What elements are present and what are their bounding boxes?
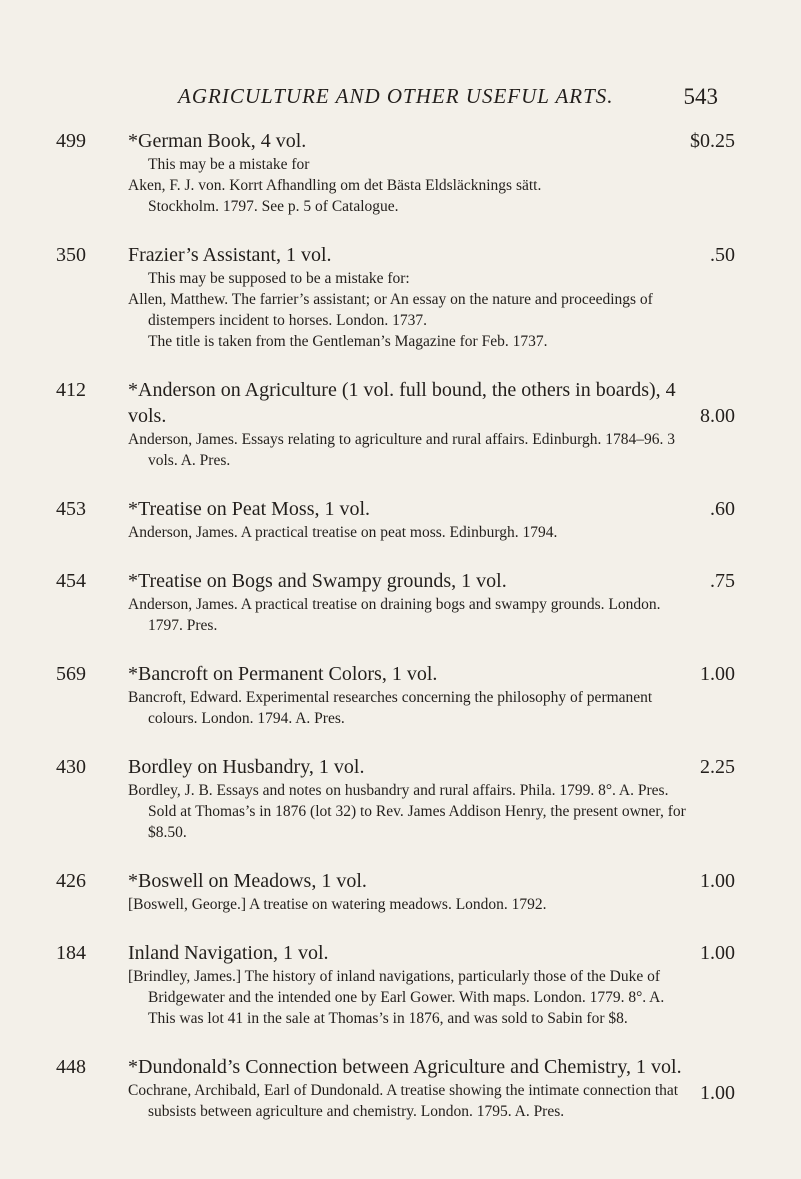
entry-note: Bordley, J. B. Essays and notes on husbandry and rural affairs. Phila. 1799. 8°. A. Pres. xyxy=(128,782,669,799)
entry-number: 350 xyxy=(56,244,86,266)
catalogue-entry xyxy=(0,940,801,1029)
entry-number: 426 xyxy=(56,870,86,892)
catalogue-entry xyxy=(0,1054,801,1122)
entry-note: Cochrane, Archibald, Earl of Dundonald. A treatise showing the intimate connection that subsists between agriculture and chemistry. London. 1795. A. Pres. xyxy=(128,1082,679,1120)
running-head-title: AGRICULTURE AND OTHER USEFUL ARTS. xyxy=(178,84,614,108)
catalogue-entry xyxy=(0,868,801,915)
catalogue-entry xyxy=(0,661,801,729)
entry-headline: Bordley on Husbandry, 1 vol. xyxy=(128,756,365,778)
entry-number: 453 xyxy=(56,498,86,520)
running-head xyxy=(178,84,718,109)
entry-note: The title is taken from the Gentleman’s Magazine for Feb. 1737. xyxy=(148,333,548,350)
entry-price: 1.00 xyxy=(700,942,735,964)
entry-price: 1.00 xyxy=(700,1082,735,1104)
entry-headline: Frazier’s Assistant, 1 vol. xyxy=(128,244,332,266)
entry-headline: *Treatise on Bogs and Swampy grounds, 1 vol. xyxy=(128,570,507,592)
entry-note: [Brindley, James.] The history of inland navigations, particularly those of the Duke of Bridgewater and the intended one by Earl Gower. With maps. London. 1779. 8°. A. xyxy=(128,968,665,1006)
entry-price: .50 xyxy=(710,244,735,266)
entry-note: Stockholm. 1797. See p. 5 of Catalogue. xyxy=(148,198,399,215)
entry-price: 2.25 xyxy=(700,756,735,778)
entry-number: 430 xyxy=(56,756,86,778)
catalogue-entry xyxy=(0,496,801,543)
entry-number: 499 xyxy=(56,130,86,152)
entry-headline: *Anderson on Agriculture (1 vol. full bound, the others in boards), 4 vols. xyxy=(128,379,676,427)
entry-price: .60 xyxy=(710,498,735,520)
entry-price: 1.00 xyxy=(700,663,735,685)
entry-note: This may be a mistake for xyxy=(148,156,310,173)
entry-headline: *German Book, 4 vol. xyxy=(128,130,307,152)
entry-number: 448 xyxy=(56,1056,86,1078)
entry-headline: *Dundonald’s Connection between Agriculture and Chemistry, 1 vol. xyxy=(128,1056,682,1078)
entry-price: 8.00 xyxy=(700,405,735,427)
entry-number: 412 xyxy=(56,379,86,401)
entry-headline: Inland Navigation, 1 vol. xyxy=(128,942,329,964)
entry-note: Anderson, James. A practical treatise on peat moss. Edinburgh. 1794. xyxy=(128,524,558,541)
entry-note: Sold at Thomas’s in 1876 (lot 32) to Rev. James Addison Henry, the present owner, for $8.50. xyxy=(148,803,686,841)
catalogue-entry xyxy=(0,568,801,636)
entry-note: Anderson, James. Essays relating to agriculture and rural affairs. Edinburgh. 1784–96. 3 vols. A. Pres. xyxy=(128,431,675,469)
entry-price: 1.00 xyxy=(700,870,735,892)
page-number: 543 xyxy=(683,84,718,109)
catalogue-entry xyxy=(0,128,801,217)
entry-note: Aken, F. J. von. Korrt Afhandling om det Bästa Eldsläcknings sätt. xyxy=(128,177,542,194)
entry-headline: *Bancroft on Permanent Colors, 1 vol. xyxy=(128,663,438,685)
entry-note: [Boswell, George.] A treatise on watering meadows. London. 1792. xyxy=(128,896,547,913)
entry-price: $0.25 xyxy=(690,130,735,152)
entry-note: This was lot 41 in the sale at Thomas’s in 1876, and was sold to Sabin for $8. xyxy=(148,1010,628,1027)
catalogue-entry xyxy=(0,377,801,471)
entry-note: Anderson, James. A practical treatise on draining bogs and swampy grounds. London. 1797. Pres. xyxy=(128,596,661,634)
catalogue-entry xyxy=(0,242,801,352)
catalogue-entry xyxy=(0,754,801,843)
entry-note: Bancroft, Edward. Experimental researches concerning the philosophy of permanent colours. London. 1794. A. Pres. xyxy=(128,689,653,727)
entry-number: 184 xyxy=(56,942,86,964)
entry-number: 569 xyxy=(56,663,86,685)
entry-note: This may be supposed to be a mistake for: xyxy=(148,270,410,287)
entry-headline: *Treatise on Peat Moss, 1 vol. xyxy=(128,498,371,520)
catalogue-entries xyxy=(0,128,801,1147)
entry-number: 454 xyxy=(56,570,86,592)
entry-price: .75 xyxy=(710,570,735,592)
entry-note: Allen, Matthew. The farrier’s assistant; or An essay on the nature and proceedings of distempers incident to horses. London. 1737. xyxy=(128,291,653,329)
entry-headline: *Boswell on Meadows, 1 vol. xyxy=(128,870,367,892)
